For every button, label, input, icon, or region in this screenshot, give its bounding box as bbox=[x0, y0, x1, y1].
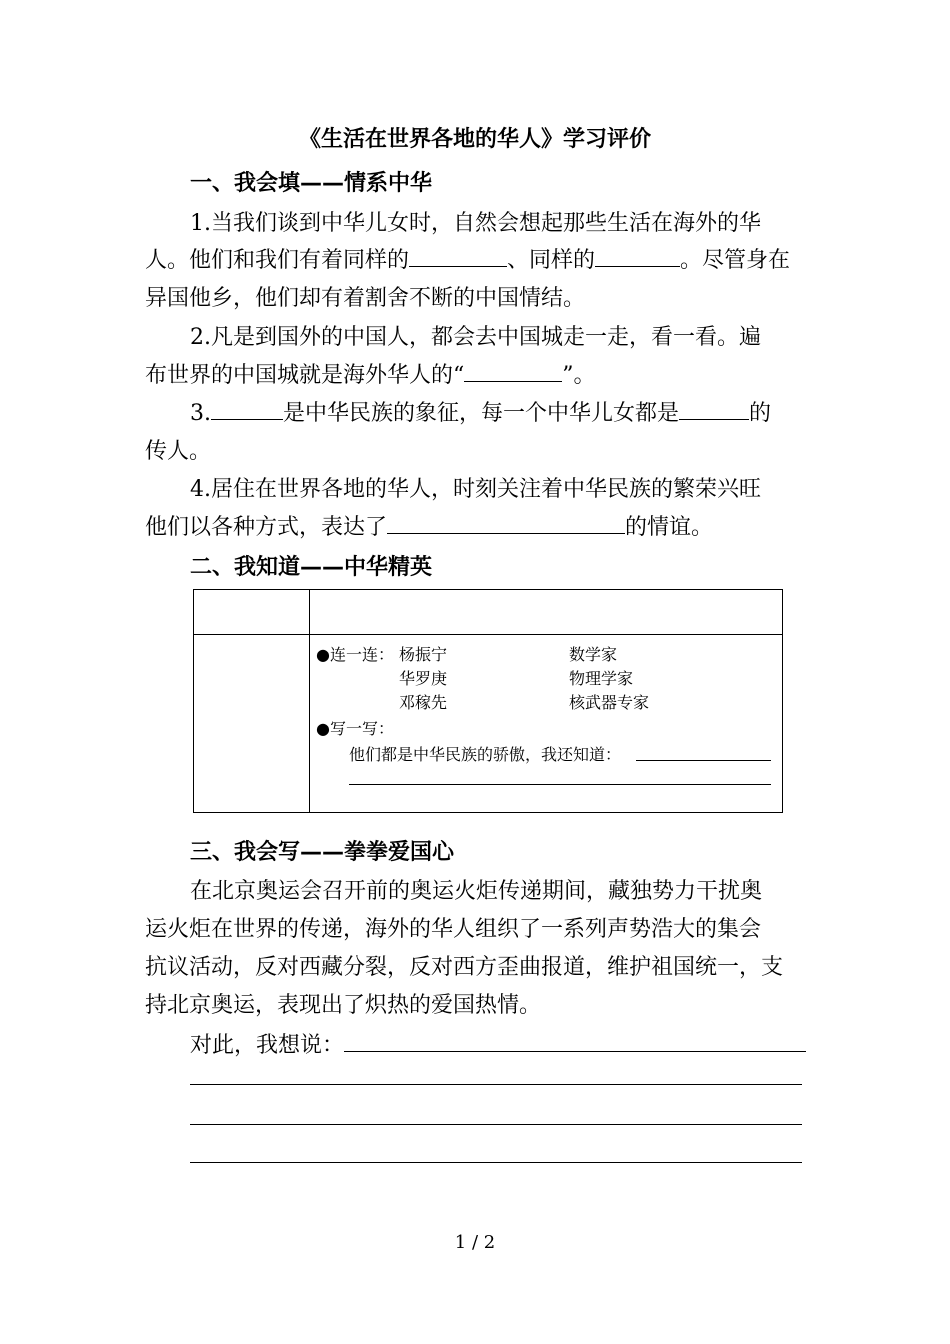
q4-text-a: 他们以各种方式，表达了 bbox=[145, 515, 388, 540]
person-3[interactable]: 邓稼先 bbox=[399, 693, 448, 712]
q2-text-a: 布世界的中国城就是海外华人的“ bbox=[145, 363, 465, 388]
profession-3[interactable]: 核武器专家 bbox=[569, 693, 650, 712]
write-prompt: 他们都是中华民族的骄傲，我还知道： bbox=[349, 745, 622, 764]
q3-line1 bbox=[190, 396, 855, 427]
q3-text-a: 3. bbox=[190, 401, 211, 426]
q2-line2 bbox=[145, 358, 810, 389]
write-blank-2[interactable] bbox=[349, 784, 771, 785]
q1-line3: 异国他乡，他们却有着割舍不断的中国情结。 bbox=[145, 286, 586, 311]
writing-line-1[interactable] bbox=[190, 1084, 802, 1085]
writing-line-2[interactable] bbox=[190, 1124, 802, 1125]
section2-heading: 二、我知道——中华精英 bbox=[190, 555, 433, 580]
q1-text-b: 、同样的 bbox=[507, 248, 596, 273]
paragraph-line2: 运火炬在世界的传递，海外的华人组织了一系列声势浩大的集会 bbox=[145, 917, 762, 942]
q1-text-a: 人。他们和我们有着同样的 bbox=[145, 248, 410, 273]
say-blank[interactable] bbox=[344, 1031, 806, 1052]
say-label: 对此，我想说： bbox=[190, 1033, 345, 1058]
q3-blank-2[interactable] bbox=[679, 399, 749, 420]
page-number: 1 / 2 bbox=[454, 1232, 496, 1253]
q3-line2: 传人。 bbox=[145, 439, 212, 464]
q3-text-b: 是中华民族的象征，每一个中华儿女都是 bbox=[283, 401, 680, 426]
table-row-divider bbox=[194, 634, 782, 635]
section1-heading: 一、我会填——情系中华 bbox=[190, 171, 433, 196]
profession-1[interactable]: 数学家 bbox=[569, 645, 618, 664]
q1-blank-1[interactable] bbox=[409, 246, 507, 267]
writing-line-3[interactable] bbox=[190, 1162, 802, 1163]
q1-line2 bbox=[145, 243, 810, 274]
say-line bbox=[190, 1028, 855, 1059]
q4-line1: 4.居住在世界各地的华人，时刻关注着中华民族的繁荣兴旺 bbox=[190, 477, 761, 502]
q3-text-c: 的 bbox=[749, 401, 772, 426]
section3-heading: 三、我会写——拳拳爱国心 bbox=[190, 840, 455, 865]
q2-line1: 2.凡是到国外的中国人，都会去中国城走一走，看一看。遍 bbox=[190, 325, 761, 350]
elite-table bbox=[193, 589, 783, 813]
page-title: 《生活在世界各地的华人》学习评价 bbox=[298, 127, 651, 152]
q4-blank[interactable] bbox=[387, 513, 625, 534]
paragraph-line3: 抗议活动，反对西藏分裂，反对西方歪曲报道，维护祖国统一，支 bbox=[145, 955, 784, 980]
connect-label: ●连一连： bbox=[316, 645, 394, 664]
profession-2[interactable]: 物理学家 bbox=[569, 669, 634, 688]
table-column-divider bbox=[309, 590, 310, 812]
q2-blank[interactable] bbox=[464, 361, 562, 382]
q4-line2 bbox=[145, 510, 810, 541]
q1-line1: 1.当我们谈到中华儿女时，自然会想起那些生活在海外的华 bbox=[190, 211, 761, 236]
person-2[interactable]: 华罗庚 bbox=[399, 669, 448, 688]
q4-text-b: 的情谊。 bbox=[625, 515, 714, 540]
paragraph-line4: 持北京奥运，表现出了炽热的爱国热情。 bbox=[145, 993, 542, 1018]
q1-blank-2[interactable] bbox=[595, 246, 680, 267]
q1-text-c: 。尽管身在 bbox=[680, 248, 791, 273]
q3-blank-1[interactable] bbox=[211, 399, 283, 420]
q2-text-b: ”。 bbox=[562, 363, 596, 388]
person-1[interactable]: 杨振宁 bbox=[399, 645, 448, 664]
write-label: ●写一写： bbox=[316, 719, 394, 738]
paragraph-line1: 在北京奥运会召开前的奥运火炬传递期间，藏独势力干扰奥 bbox=[190, 879, 763, 904]
write-blank-1[interactable] bbox=[636, 760, 771, 761]
